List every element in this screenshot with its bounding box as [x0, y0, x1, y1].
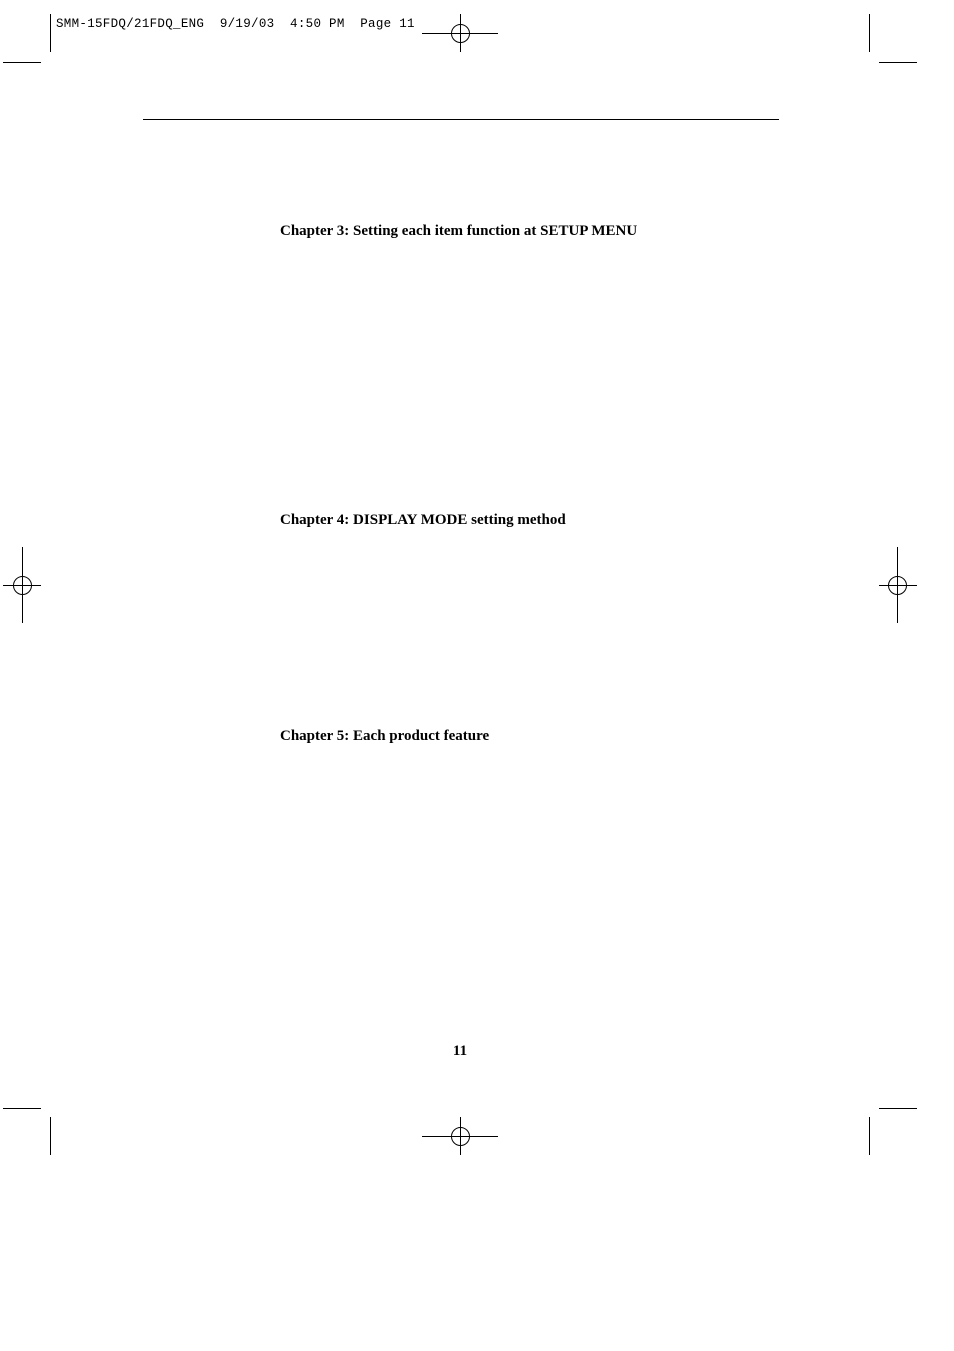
page-number: 11	[452, 1043, 468, 1059]
print-slug: SMM-15FDQ/21FDQ_ENG 9/19/03 4:50 PM Page 11	[56, 17, 415, 31]
registration-mark-left	[3, 547, 41, 623]
registration-mark-right	[879, 547, 917, 623]
chapter-3-heading: Chapter 3: Setting each item function at SETUP MENU	[280, 223, 638, 239]
registration-mark-bottom	[422, 1117, 498, 1155]
header-rule	[143, 119, 779, 120]
registration-mark-top	[422, 14, 498, 52]
chapter-5-heading: Chapter 5: Each product feature	[280, 728, 490, 744]
chapter-4-heading: Chapter 4: DISPLAY MODE setting method	[280, 512, 566, 528]
